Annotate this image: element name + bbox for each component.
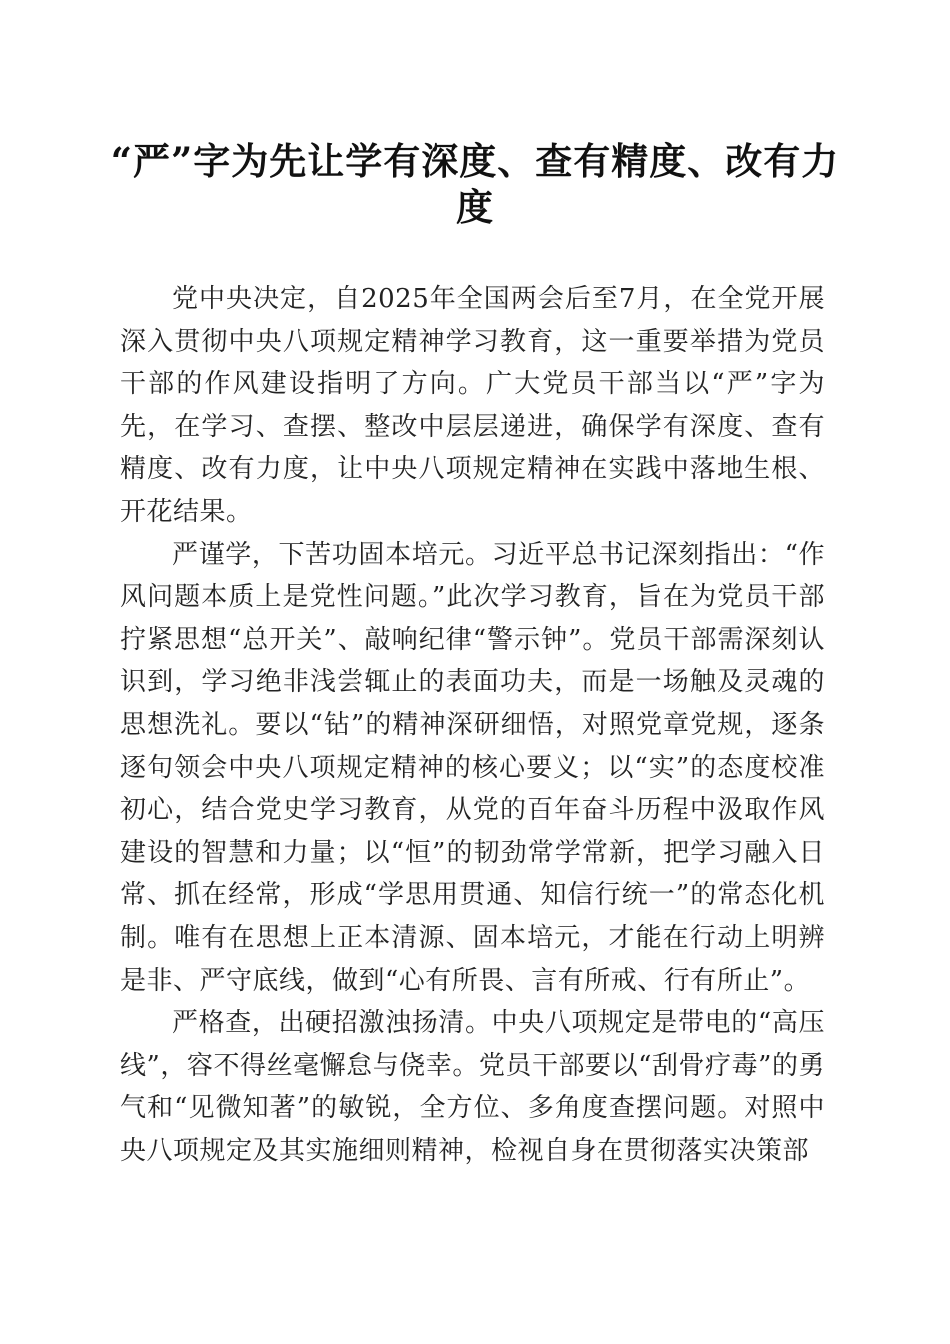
paragraph-inspect: 严格查，出硬招激浊扬清。中央八项规定是带电的“高压线”，容不得丝毫懈怠与侥幸。党员干部要以“刮骨疗毒”的勇气和“见微知著”的敏锐，全方位、多角度查摆问题。对照中央八项规定及其实施细则精神，检视自身在贯彻落实决策部 [120,1008,825,1166]
document-body [120,278,825,1172]
paragraph-intro: 党中央决定，自2025年全国两会后至7月，在全党开展深入贯彻中央八项规定精神学习教育，这一重要举措为党员干部的作风建设指明了方向。广大党员干部当以“严”字为先，在学习、查摆、整改中层层递进，确保学有深度、查有精度、改有力度，让中央八项规定精神在实践中落地生根、开花结果。 [120,284,825,527]
paragraph-study: 严谨学，下苦功固本培元。习近平总书记深刻指出：“作风问题本质上是党性问题。”此次学习教育，旨在为党员干部拧紧思想“总开关”、敲响纪律“警示钟”。党员干部需深刻认识到，学习绝非浅尝辄止的表面功夫，而是一场触及灵魂的思想洗礼。要以“钻”的精神深研细悟，对照党章党规，逐条逐句领会中央八项规定精神的核心要义；以“实”的态度校准初心，结合党史学习教育，从党的百年奋斗历程中汲取作风建设的智慧和力量；以“恒”的韧劲常学常新，把学习融入日常、抓在经常，形成“学思用贯通、知信行统一”的常态化机制。唯有在思想上正本清源、固本培元，才能在行动上明辨是非、严守底线，做到“心有所畏、言有所戒、行有所止”。 [120,539,825,996]
document-title: “严”字为先让学有深度、查有精度、改有力度 [110,139,840,229]
